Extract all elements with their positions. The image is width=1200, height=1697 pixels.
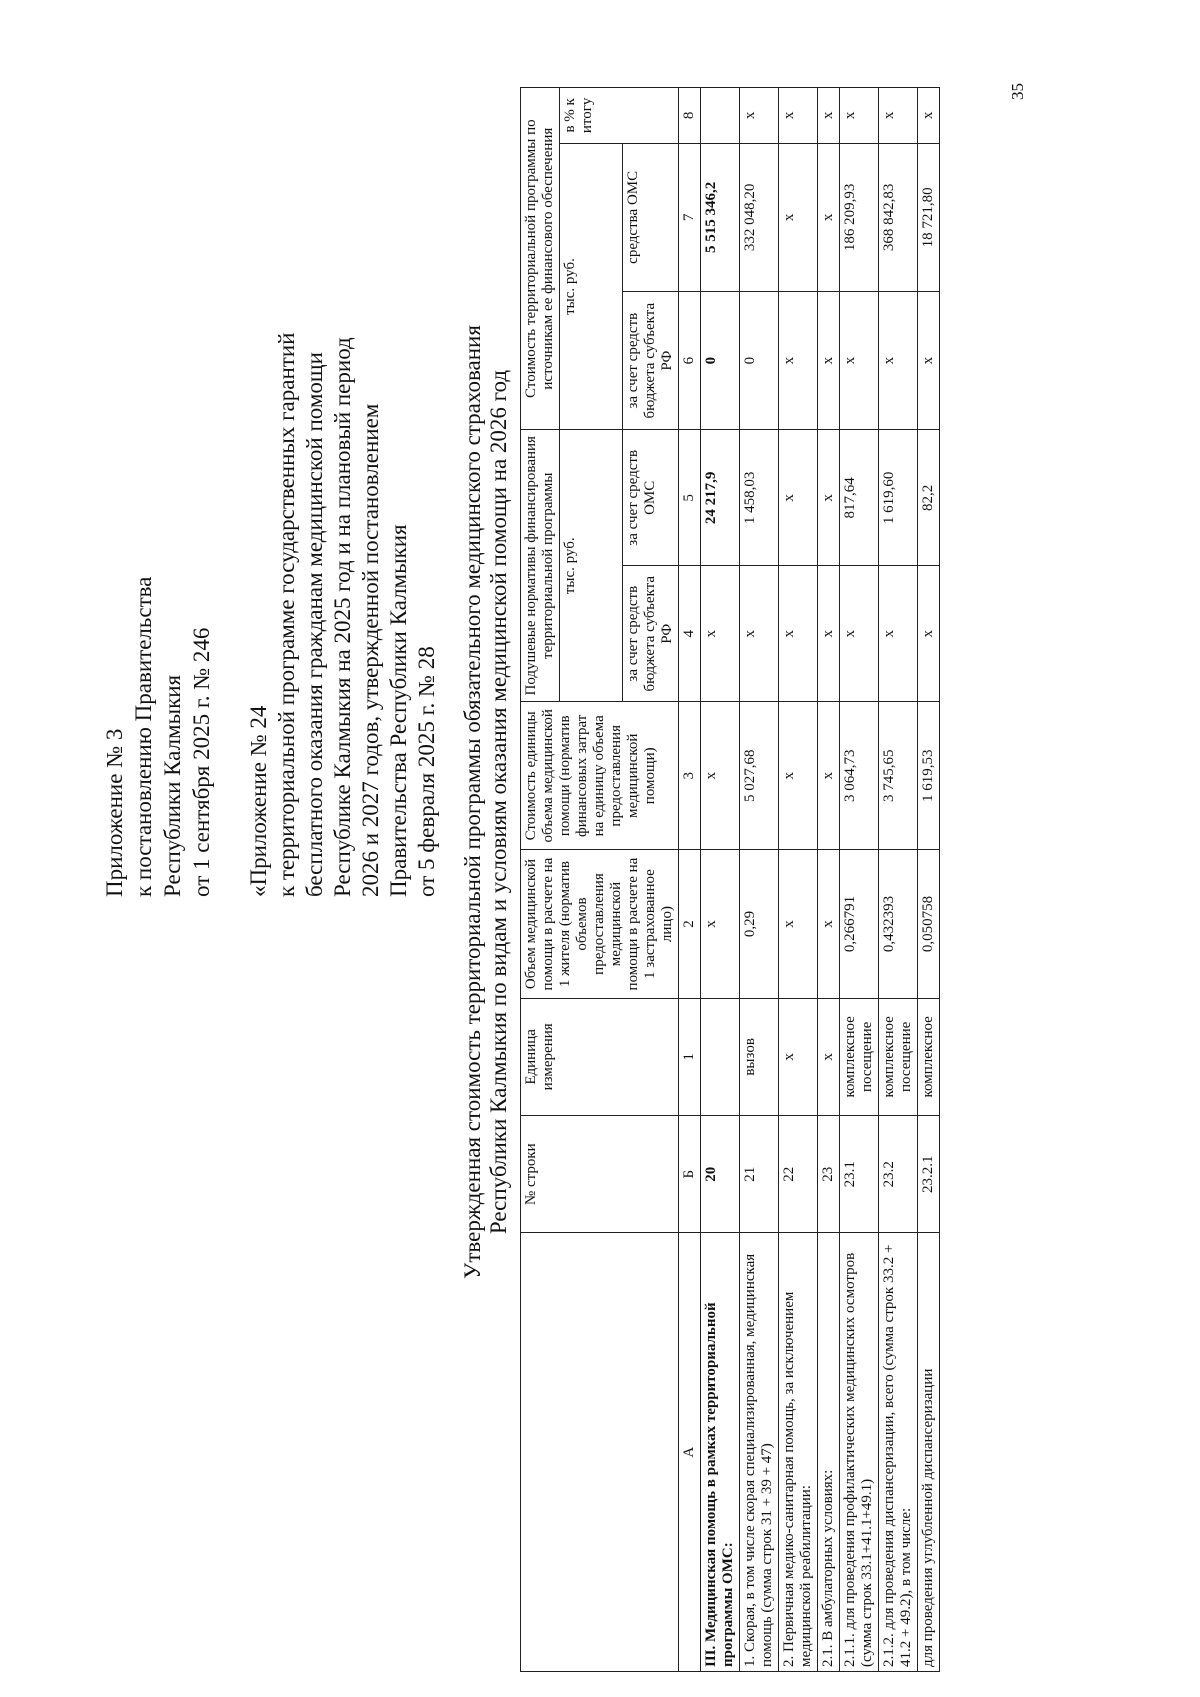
header-cell-row-no: № строки <box>521 1116 679 1233</box>
row-unit: вызов <box>740 998 779 1115</box>
row-pct <box>701 88 740 144</box>
row-name: 2. Первичная медико-санитарная помощь, за исключением медицинской реабилитации: <box>779 1233 818 1672</box>
row-name: для проведения углубленной диспансеризации <box>918 1233 940 1672</box>
row-c-oms: х <box>818 143 840 291</box>
column-number: 8 <box>679 88 701 144</box>
row-unit <box>701 998 740 1115</box>
row-pc-budget: х <box>918 566 940 702</box>
row-volume: 0,29 <box>740 850 779 998</box>
table-row <box>779 88 818 1672</box>
row-pct: х <box>818 88 840 144</box>
row-name: 2.1.1. для проведения профилактических медицинских осмотров (сумма строк 33.1+41.1+49.1) <box>840 1233 879 1672</box>
table-row <box>701 88 740 1672</box>
row-number: 23.1 <box>840 1116 879 1233</box>
table-row <box>840 88 879 1672</box>
row-c-budget: х <box>779 291 818 429</box>
table-row <box>918 88 940 1672</box>
row-volume: 0,432393 <box>879 850 918 998</box>
page-number: 35 <box>1008 83 1027 100</box>
table-row <box>740 88 779 1672</box>
row-cost: 5 027,68 <box>740 702 779 850</box>
row-c-oms: 5 515 346,2 <box>701 143 740 291</box>
row-pct: х <box>740 88 779 144</box>
title-line-1: Утвержденная стоимость территориальной программы обязательного медицинского страхования <box>460 325 485 1279</box>
header-cell-percent: в % к итогу <box>560 88 679 144</box>
header-line: от 1 сентября 2025 г. № 246 <box>189 627 214 897</box>
row-c-oms: 368 842,83 <box>879 143 918 291</box>
annex-line: «Приложение № 24 <box>246 705 271 897</box>
row-pct: х <box>918 88 940 144</box>
row-pc-budget: х <box>779 566 818 702</box>
row-pc-budget: х <box>740 566 779 702</box>
row-cost: 3 064,73 <box>840 702 879 850</box>
annex-line: к территориальной программе государственных гарантий <box>274 332 299 897</box>
header-cell-pc-oms: за счет средств ОМС <box>623 430 679 566</box>
row-unit: комплексное посещение <box>840 998 879 1115</box>
row-pc-oms: 817,64 <box>840 430 879 566</box>
header-row <box>521 88 560 1672</box>
column-number: 6 <box>679 291 701 429</box>
row-name: 1. Скорая, в том числе скорая специализированная, медицинская помощь (сумма строк 31 + 39 + 47) <box>740 1233 779 1672</box>
header-cell-per-capita-unit: тыс. руб. <box>560 430 623 702</box>
row-c-budget: х <box>818 291 840 429</box>
header-cell-volume: Объем медицинской помощи в расчете на 1 жителя (норматив объемов предоставления медицинской помощи в расчете на 1 застрахованное лицо) <box>521 850 679 998</box>
row-cost: х <box>701 702 740 850</box>
header-cell-pc-budget: за счет средств бюджета субъекта РФ <box>623 566 679 702</box>
column-number: А <box>679 1233 701 1672</box>
row-c-oms: 186 209,93 <box>840 143 879 291</box>
row-unit: х <box>818 998 840 1115</box>
approval-header <box>100 577 216 897</box>
row-pc-oms: 1 458,03 <box>740 430 779 566</box>
column-number: 4 <box>679 566 701 702</box>
annex-line: Республике Калмыкия на 2025 год и на плановый период <box>330 337 355 897</box>
row-pc-oms: 1 619,60 <box>879 430 918 566</box>
annex-reference <box>245 333 441 897</box>
row-c-budget: 0 <box>740 291 779 429</box>
header-cell-c-oms: средства ОМС <box>623 143 679 291</box>
header-cell-unit: Единица измерения <box>521 998 679 1115</box>
row-number: 22 <box>779 1116 818 1233</box>
row-cost: 3 745,65 <box>879 702 918 850</box>
cost-table <box>520 87 940 1672</box>
column-number: 7 <box>679 143 701 291</box>
title-line-2: Республики Калмыкия по видам и условиям оказания медицинской помощи на 2026 год <box>486 369 511 1235</box>
row-volume: х <box>779 850 818 998</box>
row-pc-oms: х <box>818 430 840 566</box>
row-c-budget: х <box>840 291 879 429</box>
column-number: Б <box>679 1116 701 1233</box>
row-c-budget: 0 <box>701 291 740 429</box>
row-pc-oms: 82,2 <box>918 430 940 566</box>
row-cost: х <box>818 702 840 850</box>
row-number: 23 <box>818 1116 840 1233</box>
annex-line: бесплатного оказания гражданам медицинской помощи <box>302 352 327 897</box>
column-number: 3 <box>679 702 701 850</box>
header-cell-c-budget: за счет средств бюджета субъекта РФ <box>623 291 679 429</box>
annex-line: 2026 и 2027 годов, утвержденной постановлением <box>358 403 383 897</box>
row-c-oms: 18 721,80 <box>918 143 940 291</box>
row-cost: х <box>779 702 818 850</box>
row-pc-budget: х <box>818 566 840 702</box>
row-pct: х <box>779 88 818 144</box>
row-c-budget: х <box>918 291 940 429</box>
row-volume: х <box>701 850 740 998</box>
row-unit: комплексное посещение <box>879 998 918 1115</box>
header-line: Республики Калмыкия <box>160 674 185 897</box>
row-number: 21 <box>740 1116 779 1233</box>
row-pc-oms: х <box>779 430 818 566</box>
row-pc-budget: х <box>840 566 879 702</box>
row-pc-oms: 24 217,9 <box>701 430 740 566</box>
row-volume: 0,050758 <box>918 850 940 998</box>
row-name: 2.1. В амбулаторных условиях: <box>818 1233 840 1672</box>
row-name: III. Медицинская помощь в рамках территориальной программы ОМС: <box>701 1233 740 1672</box>
header-line: Приложение № 3 <box>102 728 127 897</box>
header-cell-per-capita: Подушевые нормативы финансирования территориальной программы <box>521 430 560 702</box>
row-number: 20 <box>701 1116 740 1233</box>
annex-line: Правительства Республики Калмыкия <box>386 524 411 897</box>
row-name: 2.1.2. для проведения диспансеризации, всего (сумма строк 33.2 + 41.2 + 49.2), в том числе: <box>879 1233 918 1672</box>
header-cell-cost-total: Стоимость территориальной программы по источникам ее финансового обеспечения <box>521 88 560 430</box>
row-number: 23.2 <box>879 1116 918 1233</box>
row-unit: х <box>779 998 818 1115</box>
row-pct: х <box>840 88 879 144</box>
row-c-oms: х <box>779 143 818 291</box>
row-c-budget: х <box>879 291 918 429</box>
document-title <box>460 287 512 1317</box>
header-cell-cost-unit-label: тыс. руб. <box>560 143 623 430</box>
row-volume: х <box>818 850 840 998</box>
row-pc-budget: х <box>879 566 918 702</box>
column-number: 5 <box>679 430 701 566</box>
table-row <box>818 88 840 1672</box>
column-number: 2 <box>679 850 701 998</box>
row-unit: комплексное <box>918 998 940 1115</box>
annex-line: от 5 февраля 2025 г. № 28 <box>414 646 439 897</box>
header-cell-name <box>521 1233 679 1672</box>
row-pc-budget: х <box>701 566 740 702</box>
row-c-oms: 332 048,20 <box>740 143 779 291</box>
row-volume: 0,266791 <box>840 850 879 998</box>
row-cost: 1 619,53 <box>918 702 940 850</box>
row-number: 23.2.1 <box>918 1116 940 1233</box>
column-number: 1 <box>679 998 701 1115</box>
row-pct: х <box>879 88 918 144</box>
header-cell-cost-unit: Стоимость единицы объема медицинской помощи (норматив финансовых затрат на единицу объема предоставления медицинской помощи) <box>521 702 679 850</box>
header-line: к постановлению Правительства <box>131 576 156 897</box>
column-number-row <box>679 88 701 1672</box>
table-row <box>879 88 918 1672</box>
